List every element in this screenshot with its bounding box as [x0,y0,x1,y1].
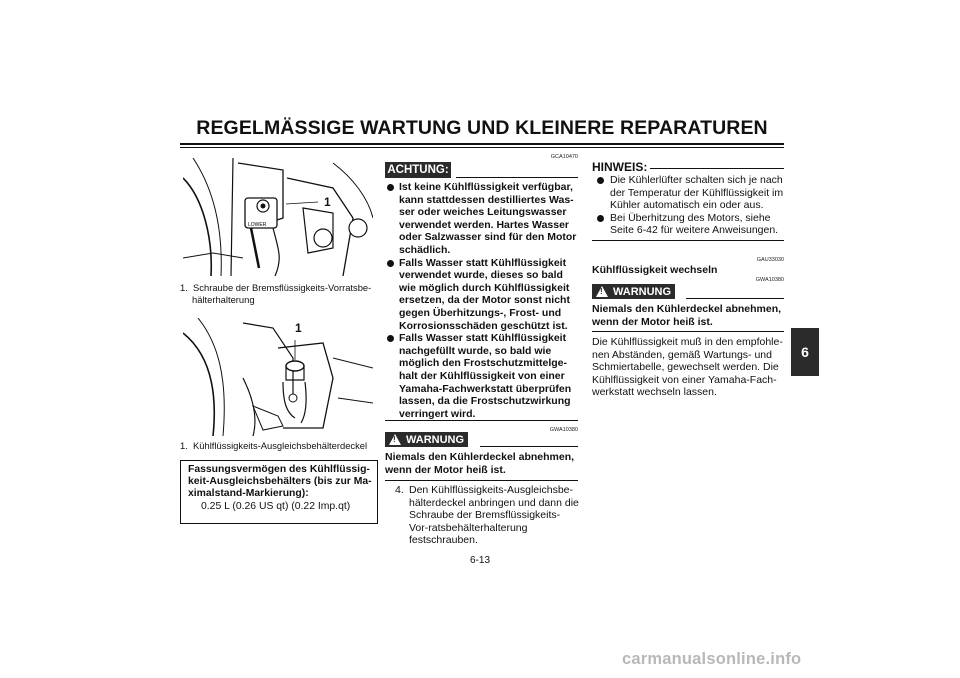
page-number: 6-13 [469,555,490,566]
caution-list [385,181,579,420]
warning-code-middle: GWA10380 [549,427,578,433]
watermark: carmanualsonline.info [622,650,802,668]
spec-title: Fassungsvermögen des Kühlflüssig-keit-Ausgleichsbehälters (bis zur Ma-ximalstand-Markierung): [188,464,372,500]
figure1-caption: 1. Schraube der Bremsflüssigkeits-Vorratsbe-hälterhalterung [180,282,372,305]
capacity-spec-box [180,460,378,524]
warning-triangle-icon [389,434,401,445]
note-list [592,174,784,237]
warning-end-rule-right [592,331,784,332]
warning-badge-right: ! WARNUNG [592,284,675,299]
note-label: HINWEIS: [592,160,648,174]
section-body: Die Kühlflüssigkeit muß in den empfohle-nen Abständen, gemäß Wartungs- und Schmiertabelle, gewechselt werden. Die Kühlflüssigkeit von einer Yamaha-Fach-werkstatt wechseln lassen. [592,336,783,399]
figure-brake-reservoir [183,158,373,276]
caution-item: Ist keine Kühlflüssigkeit verfügbar, kann stattdessen destilliertes Was-ser oder weiches Leitungswasser verwendet werden. Hartes Wasser oder Salzwasser sind für den Motor schädlich. [385,181,579,257]
caution-code: GCA10470 [550,154,578,160]
caution-rule [456,177,578,178]
caution-item: Falls Wasser statt Kühlflüssigkeit nachgefüllt wurde, so bald wie möglich den Frostschutzmittelge-halt der Kühlflüssigkeit von einer Yamaha-Fachwerkstatt überprüfen lassen, da die Frostschutzwirkung verringert wird. [385,332,579,420]
header-rule [180,143,784,145]
reservoir-mark-label: LOWER [248,222,267,228]
caution-badge: ACHTUNG: [385,162,451,178]
warning-text-middle: Niemals den Kühlerdeckel abnehmen, wenn der Motor heiß ist. [385,451,575,476]
warning-rule-right [686,298,784,299]
figure2-caption: 1. Kühlflüssigkeits-Ausgleichsbehälterdeckel [180,440,368,451]
warning-triangle-icon [596,286,608,297]
note-item: Bei Überhitzung des Motors, siehe Seite 6-42 für weitere Anweisungen. [592,212,784,237]
figure2-callout: 1 [295,321,302,335]
note-end-rule [592,240,784,241]
figure-coolant-reservoir [183,318,373,436]
caution-end-rule [385,420,578,421]
section-title: Kühlflüssigkeit wechseln [592,264,718,276]
warning-badge-middle: ! WARNUNG [385,432,468,447]
caution-item: Falls Wasser statt Kühlflüssigkeit verwendet wurde, dieses so bald wie möglich durch Kühlflüssigkeit ersetzen, da der Motor sonst nicht gegen Überhitzungs-, Frost- und Korrosionsschäden geschützt ist. [385,257,579,333]
warning-rule-middle [480,446,578,447]
warning-text-right: Niemals den Kühlerdeckel abnehmen, wenn der Motor heiß ist. [592,303,782,328]
note-item: Die Kühlerlüfter schalten sich je nach der Temperatur der Kühlflüssigkeit im Kühler automatisch ein oder aus. [592,174,784,212]
chapter-tab: 6 [791,328,819,376]
header-rule-thin [180,147,784,148]
warning-end-rule-middle [385,480,578,481]
section-code: GAU33030 [756,257,784,263]
warning-code-right: GWA10380 [755,277,784,283]
page-title: REGELMÄSSIGE WARTUNG UND KLEINERE REPARATUREN [196,117,768,139]
note-rule [650,168,784,169]
spec-value: 0.25 L (0.26 US qt) (0.22 Imp.qt) [201,500,351,512]
step-4: 4. Den Kühlflüssigkeits-Ausgleichsbe-hälterdeckel anbringen und dann die Schraube der Bremsflüssigkeits-Vor-ratsbehälterhalterung festschrauben. [395,484,579,547]
figure1-callout: 1 [324,195,331,209]
